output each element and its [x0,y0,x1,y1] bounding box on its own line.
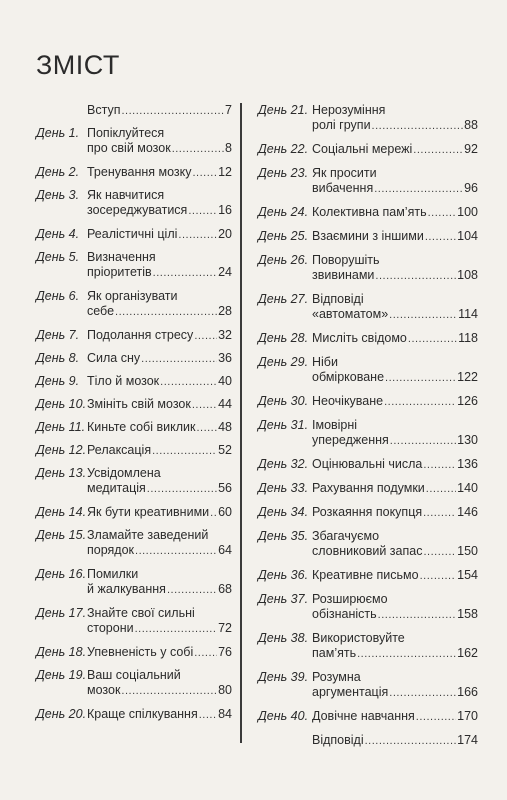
dot-leader [372,119,464,134]
dot-leader [420,569,457,584]
toc-entry [258,709,478,725]
page-number: 122 [457,370,478,384]
day-label: День 23. [258,166,309,180]
entry-title [312,229,478,245]
day-label: День 25. [258,229,309,243]
page-number: 130 [457,433,478,447]
day-label: День 16. [36,567,87,581]
toc-left-column [36,103,232,730]
toc-entry [258,592,478,623]
page-number: 136 [457,457,478,471]
page-number: 68 [218,582,232,596]
toc-entry [258,205,478,221]
dot-leader [378,608,456,623]
day-label: День 7. [36,328,80,342]
dot-leader [389,308,457,323]
dot-leader [385,371,456,386]
day-label: День 29. [258,355,309,369]
day-label: День 40. [258,709,309,723]
entry-title-line: словниковий запас [312,544,423,558]
entry-title-line: Знайте свої сильні [87,606,195,620]
page-number: 104 [457,229,478,243]
page-number: 158 [457,607,478,621]
toc-entry [36,443,232,458]
entry-title-line: Використовуйте [312,631,405,645]
dot-leader [357,647,456,662]
entry-title-line: порядок [87,543,135,557]
entry-title-line: «автоматом» [312,307,389,321]
toc-entry [36,351,232,366]
toc-entry [36,420,232,435]
entry-title-line: Колективна пам’ять [312,205,427,219]
dot-leader [178,228,217,243]
day-label: День 35. [258,529,309,543]
entry-title [312,253,478,284]
entry-title [312,205,478,221]
day-label: День 30. [258,394,309,408]
page-number: 48 [218,420,232,434]
entry-title-line: Реалістичні цілі [87,227,178,241]
entry-title [87,351,232,367]
entry-title [87,227,232,243]
day-label: День 37. [258,592,309,606]
toc-entry [258,529,478,560]
entry-title [87,328,232,344]
dot-leader [416,710,456,725]
toc-entry [36,289,232,320]
entry-title-line: Розумна [312,670,361,684]
entry-title-line: упередження [312,433,389,447]
entry-title-line: Помилки [87,567,139,581]
page-number: 140 [457,481,478,495]
dot-leader [425,230,456,245]
toc-entry [36,505,232,520]
entry-title-line: Взаємини з іншими [312,229,424,243]
day-label: День 9. [36,374,80,388]
day-label: День 21. [258,103,309,117]
day-label: День 8. [36,351,80,365]
entry-title-line: Визначення [87,250,156,264]
entry-title [312,292,478,323]
toc-entry [36,528,232,559]
day-label: День 39. [258,670,309,684]
entry-title-line: Ваш соціальний [87,668,181,682]
entry-title [312,733,478,749]
page-number: 84 [218,707,232,721]
entry-title-line: пам’ять [312,646,357,660]
entry-title [312,418,478,449]
entry-title [312,481,478,497]
page-number: 24 [218,265,232,279]
dot-leader [374,182,463,197]
entry-title-line: пріоритетів [87,265,152,279]
entry-title-line: Усвідомлена [87,466,161,480]
entry-title-line: про свій мозок [87,141,171,155]
page-number: 96 [464,181,478,195]
entry-title-line: звивинами [312,268,375,282]
day-label: День 32. [258,457,309,471]
entry-title [312,355,478,386]
entry-title-line: Змініть свій мозок [87,397,191,411]
toc-entry [36,250,232,281]
dot-leader [153,266,217,281]
entry-title [312,142,478,158]
toc-entry [36,126,232,157]
toc-entry [258,394,478,410]
entry-title [87,606,232,637]
entry-title [312,631,478,662]
entry-title [87,567,232,598]
dot-leader [135,544,217,559]
day-label: День 10. [36,397,87,411]
page-number: 166 [457,685,478,699]
toc-entry [258,103,478,134]
page-number: 32 [218,328,232,342]
page-number: 56 [218,481,232,495]
entry-title [87,668,232,699]
page-number: 88 [464,118,478,132]
entry-title-line: Вступ [87,103,121,117]
entry-title-line: Попіклуйтеся [87,126,165,140]
toc-entry [36,668,232,699]
dot-leader [121,104,224,119]
dot-leader [194,329,217,344]
toc-entry [36,227,232,242]
entry-title-line: вибачення [312,181,374,195]
entry-title-line: Поворушіть [312,253,380,267]
entry-title-line: Тіло й мозок [87,374,160,388]
dot-leader [167,583,217,598]
day-label: День 18. [36,645,87,659]
page-number: 40 [218,374,232,388]
entry-title [87,466,232,497]
dot-leader [199,708,217,723]
day-label: День 12. [36,443,87,457]
entry-title-line: Розкаяння покупця [312,505,423,519]
day-label: День 1. [36,126,80,140]
dot-leader [428,206,457,221]
entry-title-line: Соціальні мережі [312,142,413,156]
day-label: День 14. [36,505,87,519]
toc-entry [258,292,478,323]
toc-entry [258,670,478,701]
day-label: День 36. [258,568,309,582]
entry-title-line: Релаксація [87,443,152,457]
dot-leader [194,646,217,661]
day-label: День 3. [36,188,80,202]
entry-title [312,670,478,701]
page-number: 150 [457,544,478,558]
day-label: День 24. [258,205,309,219]
day-label: День 33. [258,481,309,495]
day-label: День 28. [258,331,309,345]
dot-leader [423,506,456,521]
toc-entry [258,355,478,386]
entry-title-line: Краще спілкування [87,707,198,721]
entry-title [87,250,232,281]
day-label: День 38. [258,631,309,645]
toc-entry [258,505,478,521]
entry-title-line: Відповіді [312,733,364,747]
dot-leader [365,734,457,749]
day-label: День 6. [36,289,80,303]
entry-title [87,188,232,219]
entry-title-line: сторони [87,621,134,635]
dot-leader [389,686,456,701]
toc-entry [36,165,232,180]
entry-title [312,331,478,347]
toc-entry [258,733,478,749]
dot-leader [413,143,463,158]
entry-title-line: Рахування подумки [312,481,425,495]
dot-leader [135,622,218,637]
page-number: 154 [457,568,478,582]
entry-title-line: Нерозуміння [312,103,386,117]
entry-title-line: Неочікуване [312,394,384,408]
dot-leader [426,482,456,497]
day-label: День 31. [258,418,309,432]
dot-leader [172,142,224,157]
entry-title-line: Подолання стресу [87,328,194,342]
dot-leader [193,166,218,181]
page-number: 52 [218,443,232,457]
entry-title [312,166,478,197]
toc-entry [258,253,478,284]
entry-title-line: Як навчитися [87,188,165,202]
page-number: 36 [218,351,232,365]
toc-entry [258,418,478,449]
dot-leader [121,684,217,699]
entry-title [87,505,232,521]
dot-leader [152,444,217,459]
page-number: 92 [464,142,478,156]
entry-title-line: Киньте собі виклик [87,420,196,434]
toc-entry [36,397,232,412]
entry-title [312,568,478,584]
dot-leader [390,434,456,449]
toc-entry [36,466,232,497]
day-label: День 4. [36,227,80,241]
page-number: 20 [218,227,232,241]
dot-leader [375,269,456,284]
entry-title-line: й жалкування [87,582,166,596]
entry-title [312,592,478,623]
page-number: 114 [458,307,478,321]
toc-entry [258,457,478,473]
entry-title [312,457,478,473]
toc-entry [258,166,478,197]
entry-title-line: Як просити [312,166,377,180]
day-label: День 19. [36,668,87,682]
entry-title-line: Креативне письмо [312,568,419,582]
entry-title-line: Мисліть свідомо [312,331,407,345]
toc-entry [36,103,232,118]
entry-title-line: зосереджуватися [87,203,188,217]
page-number: 12 [218,165,232,179]
toc-entry [258,481,478,497]
entry-title-line: Як бути креативними [87,505,210,519]
page-number: 162 [457,646,478,660]
entry-title-line: Зламайте заведений [87,528,209,542]
entry-title-line: обізнаність [312,607,377,621]
toc-entry [36,567,232,598]
page-number: 8 [225,141,232,155]
dot-leader [147,482,217,497]
entry-title-line: Розширюємо [312,592,388,606]
toc-right-column [258,103,478,757]
page-number: 76 [218,645,232,659]
page-number: 7 [225,103,232,117]
page-number: 118 [458,331,478,345]
toc-entry [36,328,232,343]
entry-title-line: обмірковане [312,370,385,384]
day-label: День 15. [36,528,87,542]
page-number: 64 [218,543,232,557]
entry-title [312,709,478,725]
entry-title [87,420,232,436]
page-number: 16 [218,203,232,217]
dot-leader [115,305,217,320]
page-number: 100 [457,205,478,219]
toc-entry [258,142,478,158]
entry-title [87,126,232,157]
entry-title [87,528,232,559]
page-number: 126 [457,394,478,408]
toc-entry [258,229,478,245]
dot-leader [141,352,217,367]
dot-leader [408,332,457,347]
day-label: День 34. [258,505,309,519]
entry-title-line: медитація [87,481,146,495]
page-number: 108 [457,268,478,282]
page-number: 60 [218,505,232,519]
entry-title-line: аргументація [312,685,389,699]
dot-leader [423,545,456,560]
entry-title [87,103,232,119]
entry-title [87,165,232,181]
page-number: 170 [457,709,478,723]
entry-title-line: Сила сну [87,351,141,365]
toc-entry [36,707,232,722]
dot-leader [210,506,217,521]
dot-leader [196,421,217,436]
entry-title-line: Ніби [312,355,338,369]
entry-title [87,397,232,413]
day-label: День 5. [36,250,80,264]
entry-title-line: Збагачуємо [312,529,380,543]
entry-title-line: Упевненість у собі [87,645,194,659]
day-label: День 20. [36,707,87,721]
entry-title-line: Відповіді [312,292,364,306]
toc-entry [36,645,232,660]
page-number: 146 [457,505,478,519]
day-label: День 22. [258,142,309,156]
dot-leader [192,398,217,413]
entry-title-line: мозок [87,683,121,697]
entry-title-line: ролі групи [312,118,371,132]
day-label: День 17. [36,606,87,620]
entry-title [87,289,232,320]
entry-title [312,529,478,560]
entry-title-line: Імовірні [312,418,358,432]
entry-title-line: Довічне навчання [312,709,415,723]
day-label: День 27. [258,292,309,306]
entry-title [87,707,232,723]
day-label: День 11. [36,420,86,434]
toc-entry [258,631,478,662]
page-number: 174 [457,733,478,747]
dot-leader [160,375,217,390]
page-number: 28 [218,304,232,318]
entry-title-line: себе [87,304,115,318]
toc-entry [36,374,232,389]
dot-leader [188,204,217,219]
toc-entry [36,188,232,219]
toc-entry [258,568,478,584]
day-label: День 2. [36,165,80,179]
toc-entry [36,606,232,637]
column-divider [240,103,242,743]
entry-title [312,505,478,521]
dot-leader [423,458,456,473]
entry-title [87,645,232,661]
entry-title [312,103,478,134]
toc-entry [258,331,478,347]
entry-title [312,394,478,410]
entry-title-line: Оцінювальні числа [312,457,423,471]
entry-title [87,443,232,459]
entry-title-line: Як організувати [87,289,178,303]
page-title: ЗМІСТ [36,50,120,80]
page-number: 44 [218,397,232,411]
day-label: День 26. [258,253,309,267]
dot-leader [384,395,456,410]
day-label: День 13. [36,466,87,480]
entry-title-line: Тренування мозку [87,165,192,179]
page-number: 80 [218,683,232,697]
entry-title [87,374,232,390]
page-number: 72 [218,621,232,635]
